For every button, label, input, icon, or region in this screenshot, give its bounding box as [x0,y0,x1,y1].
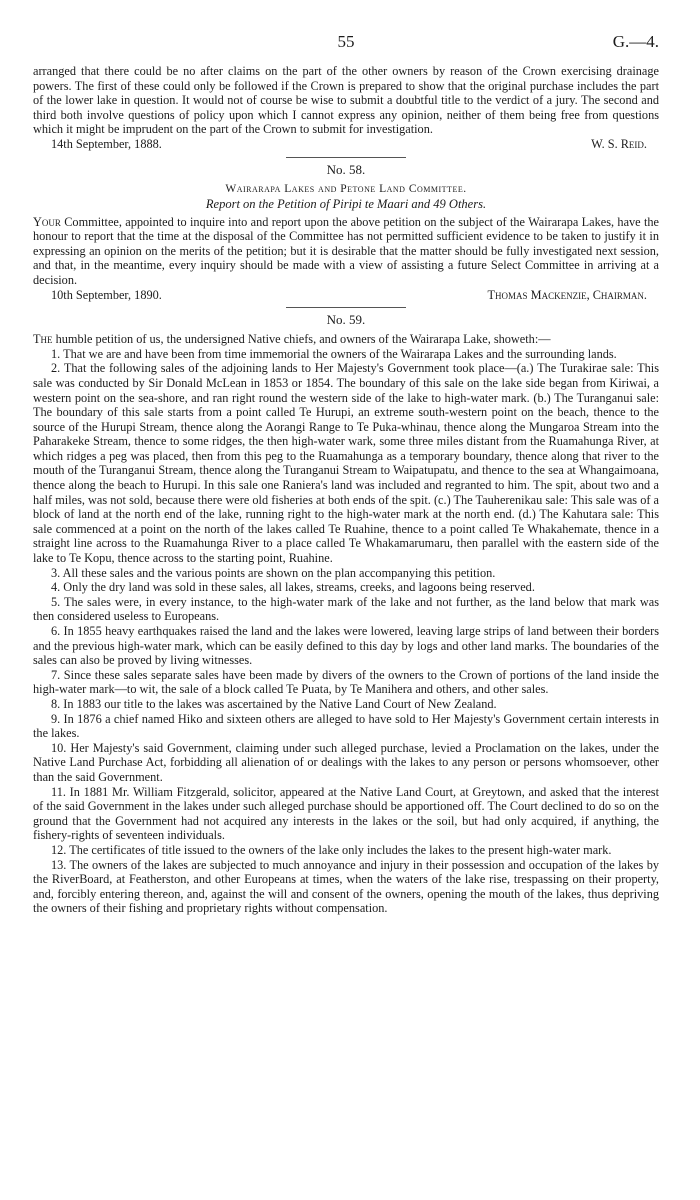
petition-paragraph: 6. In 1855 heavy earthquakes raised the land and the lakes were lowered, leaving large strips of land between their borders and the previous high-water mark, which can be easily defined to this day by logs and other land marks. The boundaries of the sales can also be proved by living witnesses. [33,624,659,668]
petition-paragraph: 4. Only the dry land was sold in these sales, all lakes, streams, creeks, and lagoons being reserved. [51,580,535,595]
petition-paragraph: 8. In 1883 our title to the lakes was ascertained by the Native Land Court of New Zealand. [51,696,497,711]
petition-paragraph: 12. The certificates of title issued to the owners of the lake only includes the lakes to the present high-water mark. [51,842,612,857]
petition-paragraph: 7. Since these sales separate sales have been made by divers of the owners to the Crown of portions of the land inside the high-water mark—to wit, the sale of a block called Te Puata, by Te Manihera and others, and other sales. [33,667,659,697]
petition-paragraph: 5. The sales were, in every instance, to the high-water mark of the lake and not further, as the land below that mark was then considered useless to Europeans. [33,594,659,624]
document-reference: G.—4. [612,32,659,51]
petition-paragraph: 10. Her Majesty's said Government, claiming under such alleged purchase, levied a Proclamation on the lakes, under the Native Land Purchase Act, forbidding all alienation of or dealings with the lakes to any person or persons whomsoever, other than the said Government. [33,740,659,784]
page-number: 55 [337,32,355,51]
section-divider [286,307,406,308]
signoff [33,288,659,303]
petition-paragraph: 1. That we are and have been from time immemorial the owners of the Wairarapa Lakes and the surrounding lands. [51,346,617,361]
petition-paragraph: 3. All these sales and the various points are shown on the plan accompanying this petition. [51,565,496,580]
report-title: Report on the Petition of Piripi te Maari and 49 Others. [205,196,487,211]
petition-paragraph: 2. That the following sales of the adjoining lands to Her Majesty's Government took place—(a.) The Turakirae sale: This sale was conducted by Sir Donald McLean in 1853 or 1854. The boundary of this sale on the lake side began from Kiriwai, a western point on the sea-shore, and ran right round the western side of the lake to high-water mark. (b.) The Turanganui sale: The boundary of this sale starts from a point called Te Hurupi, an extreme south-western point on the beach, thence to the source of the Hurupi Stream, thence along the Aorangi Range to Te Puka-whinau, thence along the Mungaroa Stream into the Paharakeke Stream, thence to some ridges, the then high-water wark, some three miles distant from the Ruamahunga River, at which ridges a peg was placed, then from this peg to the Ruamahunga as a temporary boundary, thence along that river to the mouth of the Turanganui Stream, thence along the Turanganui Stream to Waipatupatu, and thence to the sea at Whangaimoana, thence along the beach to Hurupi. In this sale one Raniera's land was included and regranted to him. The spit, about two and a half miles, was not sold, because there were old fisheries at both ends of the spit. (c.) The Tauherenikau sale: This sale was of a block of land at the north end of the lake, running right to the high-water mark at the north end. (d.) The Kahutara sale: This sale commenced at a point on the north of the lakes called Te Ruahine, thence to a point called Te Whakahemate, thence in a straight line across to the Ruamahunga River to a place called Te Whakamarumaru, then parallel with the eastern side of the lake to Te Kopu, thence across to the starting point, Ruahine. [33,361,659,566]
signature: W. S. Reid. [591,136,647,151]
page-header [33,32,659,52]
committee-heading: Wairarapa Lakes and Petone Land Committee. [225,182,467,195]
paragraph-text: Committee, appointed to inquire into and report upon the above petition on the subject of the Wairarapa Lakes, have the honour to report that the time at the disposal of the Committee has not permitted sufficient evidence to be taken to justify it in expressing an opinion on the merits of the petition; but it is desirable that the matter should be fully investigated next session, and that, in the meantime, every inquiry should be made with a view of assisting a future Select Committee in arriving at a decision. [33,214,659,287]
section-57-tail [33,64,659,152]
petition-paragraph: 9. In 1876 a chief named Hiko and sixteen others are alleged to have sold to Her Majesty's Government certain interests in the lakes. [33,711,659,741]
section-59 [33,312,659,916]
document-number: No. 58. [326,161,366,177]
signoff-date: 10th September, 1890. [51,287,162,302]
paragraph [33,215,659,288]
petition-paragraph: 13. The owners of the lakes are subjected to much annoyance and injury in their possession and occupation of the lakes by the RiverBoard, at Featherston, and other Europeans at times, when the waters of the lake rise, trespassing on their property, and, forcibly entering thereon, and, against the will and consent of the owners, opening the mouth of the lakes, thus depriving the owners of their fishing and proprietary rights without compensation. [33,857,659,916]
signature: Thomas Mackenzie, Chairman. [487,287,647,302]
signoff-date: 14th September, 1888. [51,136,162,151]
lead-word: Your [33,214,61,229]
paragraph-text: humble petition of us, the undersigned Native chiefs, and owners of the Wairarapa Lake, showeth:— [52,332,551,347]
paragraph: arranged that there could be no after claims on the part of the other owners by reason of the Crown exercising drainage powers. The first of these could only be followed if the Crown is prepared to show that the original purchase includes the part of the lower lake in question. It would not of course be wise to submit a doubtful title to the verdict of a jury. The second and third both involve questions of policy upon which I cannot express any opinion, neither of them being free from questions which it might be imprudent on the part of the Crown to submit for investigation. [33,64,659,137]
petition-intro [33,332,659,347]
signoff [33,137,659,152]
section-divider [286,157,406,158]
section-58 [33,162,659,303]
document-number: No. 59. [326,312,366,328]
document-body [33,64,659,916]
petition-paragraph: 11. In 1881 Mr. William Fitzgerald, solicitor, appeared at the Native Land Court, at Greytown, and asked that the interest of the said Government in the lakes under such alleged purchase should be apportioned off. The Court declined to do so on the ground that the Government had not acquired any interests in the lakes or the soil, but had only acquired, if anything, the fishery-rights of seventeen individuals. [33,784,659,843]
lead-word: The [33,332,53,347]
